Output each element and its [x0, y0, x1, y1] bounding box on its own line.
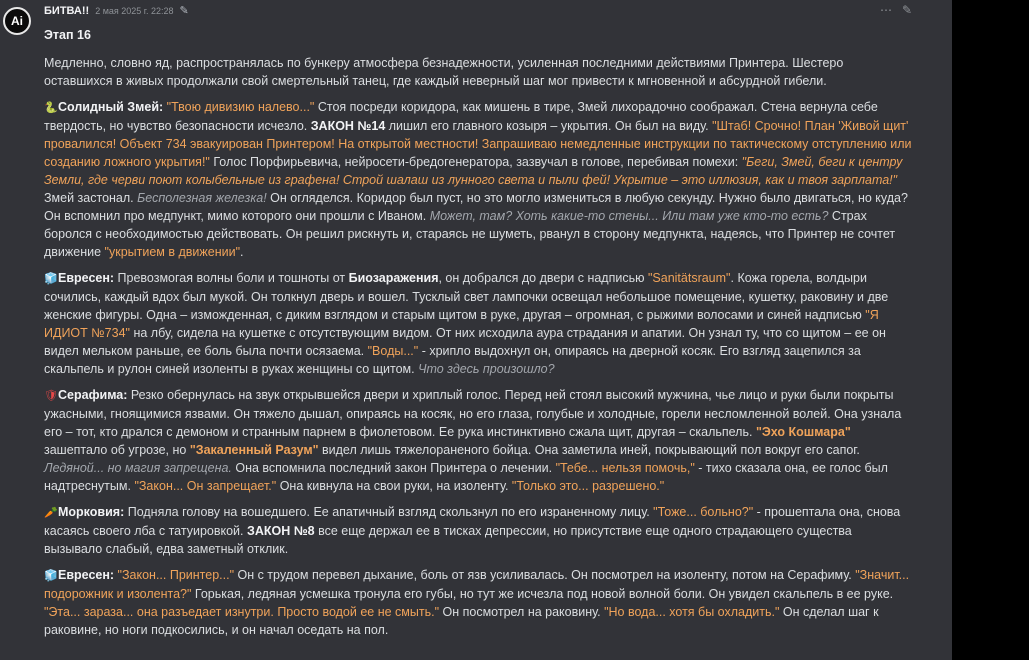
snake-icon: 🐍	[44, 102, 58, 114]
text: Горькая, ледяная усмешка тронула его губы, но тут же исчезла под новой волной боли. Он увидел скальпель в ее руке.	[191, 587, 894, 601]
shield-icon: 🛡	[44, 390, 58, 402]
quote: "Sanitätsraum"	[647, 271, 731, 285]
quote: "Тоже... больно?"	[653, 505, 754, 519]
text: Он посмотрел на раковину.	[439, 605, 605, 619]
edit-icon[interactable]: ✎	[902, 3, 913, 17]
thought: Что здесь произошло?	[418, 362, 555, 376]
text: - прошептала она, снова касаясь своего лба с татуировкой.	[44, 505, 901, 538]
text: лишил его главного козыря – укрытия. Он был на виду.	[385, 119, 713, 133]
paragraph-morkovia	[44, 503, 912, 558]
text: . Кожа горела, волдыри сочились, каждый вдох был мукой. Он толкнул дверь и вошел. Тусклый свет лампочки освещал небольшое помещение, кушетку, раковину и две женские фигуры. Одна – изможденная, с диким взглядом и старым щитом в руке, другая – огромная, с рыжими волосами и синей надписью	[44, 271, 889, 322]
thought: Ледяной... но магия запрещена.	[44, 461, 232, 475]
quote: "Штаб! Срочно! План 'Живой щит' провалился! Объект 734 эвакуирован Принтером! На открытой местности! Запрашиваю немедленные инструкции по тактическому отступлению или созданию ложного укрытия!"	[44, 119, 912, 169]
stage-title: Этап 16	[44, 28, 91, 42]
law-ref: ЗАКОН №14	[310, 119, 386, 133]
text: Змей застонал.	[44, 191, 138, 205]
message-content	[44, 26, 912, 647]
text: все еще держал ее в тисках депрессии, но присутствие еще одного страдающего существа вызывало слабый, едва заметный отклик.	[44, 524, 852, 556]
message-header	[44, 4, 189, 20]
quote: "Только это... разрешено."	[511, 479, 665, 493]
quote: "Я ИДИОТ №734"	[44, 308, 879, 340]
text: - тихо сказала она, ее голос был надтреснутым.	[44, 461, 888, 493]
text: Страх боролся с необходимостью действовать. Он решил рискнуть и, стараясь не шуметь, рванул в сторону медпункта, надеясь, что Принтер не сочтет движение	[44, 209, 896, 259]
speaker-name: Евресен:	[58, 568, 115, 582]
text: Стоя посреди коридора, как мишень в тире, Змей лихорадочно соображал. Стена вернула себе твердость, но чувство безопасности исчезло.	[44, 100, 878, 133]
text: Она кивнула на свои руки, на изоленту.	[276, 479, 512, 493]
message-tools	[880, 3, 912, 17]
thought: Бесполезная железка!	[137, 191, 267, 205]
paragraph-evresen-2	[44, 566, 912, 639]
text: зашептало об угрозе, но	[44, 443, 190, 457]
paragraph-solid-snake	[44, 98, 912, 261]
quote: "Тебе... нельзя помочь,"	[555, 461, 695, 475]
quote: "Беги, Змей, беги к центру Земли, где черви поют колыбельные из графена! Строй шалаш из лунного света и пыли фей! Укрытие – это иллюзия, как и твоя зарплата!"	[44, 155, 903, 187]
text: Он огляделся. Коридор был пуст, но это могло измениться в любую секунду. Нужно было двигаться, но куда? Он вспомнил про медпункт, мимо которого они прошли с Иваном.	[44, 191, 908, 223]
text: - хрипло выдохнул он, опираясь на дверной косяк. Его взгляд зацепился за скальпель и рулон синей изоленты в руках женщины со щитом.	[44, 344, 861, 376]
speaker-name: Евресен:	[58, 271, 115, 285]
text: видел лишь тяжелораненого бойца. Она заметила иней, покрывающий пол вокруг его сапог.	[318, 443, 860, 457]
author-name[interactable]: БИТВА!!	[44, 5, 90, 17]
thought: Может, там? Хоть какие-то стены... Или там уже кто-то есть?	[429, 209, 829, 223]
quote: "Но вода... хотя бы охладить."	[604, 605, 780, 619]
edited-icon: ✎	[179, 5, 189, 17]
paragraph-serafima	[44, 386, 912, 495]
text: Голос Порфирьевича, нейросети-бредогенератора, зазвучал в голове, перебивая помехи:	[209, 155, 742, 169]
speaker-name: Морковия:	[58, 505, 125, 519]
text: .	[240, 245, 244, 259]
quote: "укрытием в движении"	[104, 245, 241, 259]
speaker-name: Солидный Змей:	[58, 100, 164, 114]
ice-cube-icon: 🧊	[44, 570, 58, 582]
quote: "Твою дивизию налево..."	[166, 100, 315, 114]
quote: "Закон... Принтер..."	[117, 568, 235, 582]
quote: "Значит... подорожник и изолента?"	[44, 568, 910, 601]
text: Подняла голову на вошедшего. Ее апатичный взгляд скользнул по его израненному лицу.	[124, 505, 654, 519]
paragraph-evresen-1	[44, 269, 912, 378]
text: Он с трудом перевел дыхание, боль от язв усиливалась. Он посмотрел на изоленту, потом на Серафиму.	[234, 568, 856, 582]
carrot-icon: 🥕	[44, 507, 58, 519]
text: Резко обернулась на звук открывшейся двери и хриплый голос. Перед ней стоял высокий мужчина, чье лицо и руки были покрыты ужасными, гноящимися язвами. Он тяжело дышал, опираясь на косяк, но его глаза, голубые и холодные, горели несломленной волей. Она узнала его – тот, кто дрался с демоном и странным парнем в фиолетовом. Ее рука инстинктивно сжала щит, другая – скальпель.	[44, 388, 902, 439]
text: , он добрался до двери с надписью	[438, 271, 648, 285]
text: на лбу, сидела на кушетке с отсутствующим видом. От них исходила аура страдания и апатии. Он узнал ту, что со щитом – ее он видел мельком раньше, ее боль была почти осязаема.	[44, 326, 886, 358]
speaker-name: Серафима:	[58, 388, 128, 402]
status-ref: Биозаражения	[348, 271, 439, 285]
ice-cube-icon: 🧊	[44, 273, 58, 285]
intro-paragraph: Медленно, словно яд, распространялась по бункеру атмосфера безнадежности, усиленная последними действиями Принтера. Шестеро оставшихся в живых продолжали свой смертельный танец, где каждый неверный шаг мог привести к мгновенной и абсурдной гибели.	[44, 56, 844, 88]
more-options-icon[interactable]: ⋯	[880, 3, 892, 17]
law-ref: ЗАКОН №8	[246, 524, 315, 538]
quote: "Закон... Он запрещает."	[134, 479, 277, 493]
quote: "Эта... зараза... она разъедает изнутри. Просто водой ее не смыть."	[44, 605, 440, 619]
message-timestamp: 2 мая 2025 г. 22:28	[95, 6, 174, 16]
ability-ref: "Эхо Кошмара"	[755, 425, 851, 439]
text: Он сделал шаг к раковине, но ноги подкосились, и он начал оседать на пол.	[44, 605, 879, 637]
ability-ref: "Закаленный Разум"	[189, 443, 319, 457]
quote: "Воды..."	[367, 344, 419, 358]
text: Превозмогая волны боли и тошноты от	[114, 271, 349, 285]
text: Она вспомнила последний закон Принтера о лечении.	[231, 461, 556, 475]
bot-avatar[interactable]: Ai	[3, 7, 31, 35]
